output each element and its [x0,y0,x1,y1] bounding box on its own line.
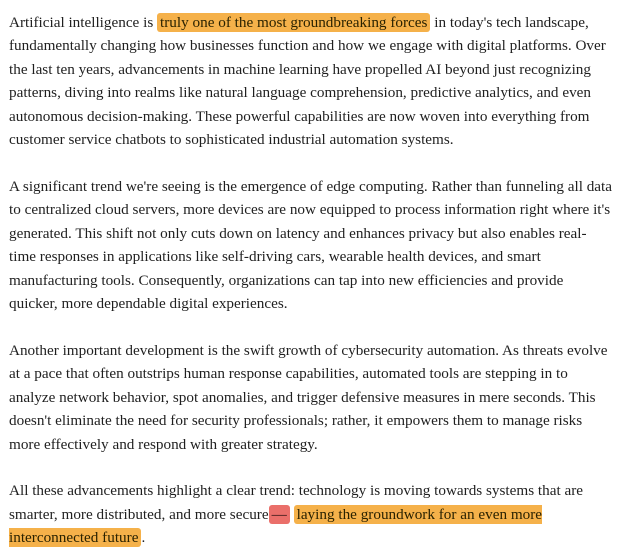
paragraph-1 [9,11,613,151]
paragraph-2: A significant trend we're seeing is the emergence of edge computing. Rather than funneling all data to centralized cloud servers, more devices are now equipped to process information right where it's generated. This shift not only cuts down on latency and enhances privacy but also enables real-time responses in applications like self-driving cars, wearable health devices, and smart manufacturing tools. Consequently, organizations can tap into new efficiencies and provide quicker, more dependable digital experiences. [9,177,613,312]
paragraph-4-text-after: . [141,529,146,547]
paragraph-4-text-before: All these advancements highlight a clear trend: technology is moving towards systems that are smarter, more distributed, and more secure [9,482,584,523]
highlight-interconnected-future[interactable]: laying the groundwork for an even more interconnected future [9,505,543,547]
highlight-groundbreaking-forces[interactable]: truly one of the most groundbreaking forces [157,13,430,32]
paragraph-3: Another important development is the swift growth of cybersecurity automation. As threats evolve at a pace that often outstrips human response capabilities, automated tools are stepping in to analyze network behavior, spot anomalies, and trigger defensive measures in mere seconds. This doesn't eliminate the need for security professionals; rather, it empowers them to manage risks more effectively and respond with greater strategy. [9,341,608,453]
highlight-em-dash[interactable]: — [269,505,290,524]
paragraph-1-text-before: Artificial intelligence is [9,14,158,31]
paragraph-1-text-after: in today's tech landscape, fundamentally changing how businesses function and how we engage with digital platforms. Over the last ten years, advancements in machine learning have propelled AI beyond just recognizing patterns, diving into realms like natural language comprehension, predictive analytics, and even autonomous decision-making. These powerful capabilities are now woven into everything from customer service chatbots to sophisticated industrial automation systems. [9,14,606,149]
paragraph-4 [9,479,613,549]
